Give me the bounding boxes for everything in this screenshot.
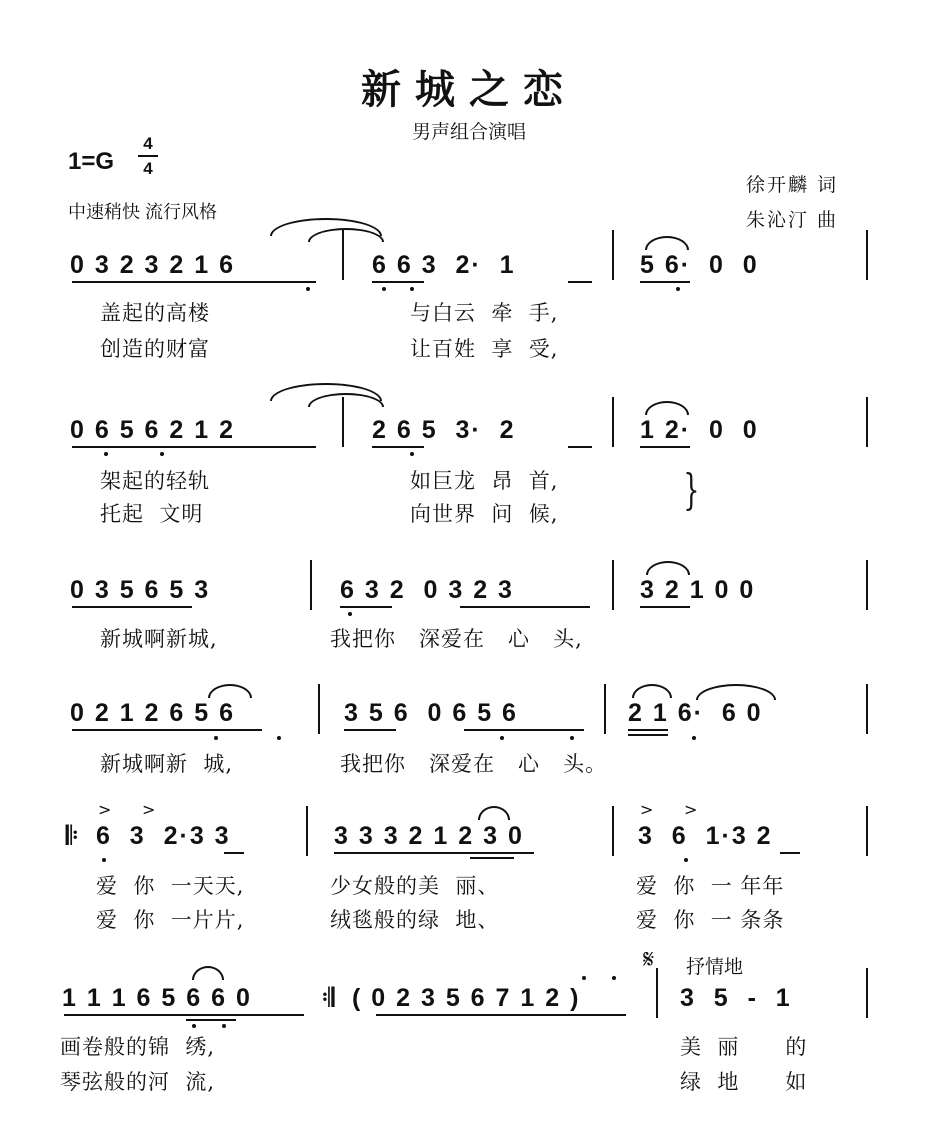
performer-subtitle: 男声组合演唱 <box>411 121 526 143</box>
system-6-lyric-1a: 画卷般的锦 绣, <box>60 1035 216 1059</box>
system-6-measure-1: 1 1 1 6 5 6 6 0 <box>62 984 252 1012</box>
system-2-measure-1: 0 6 5 6 2 1 2 <box>70 416 236 444</box>
system-3-measure-2: 6 3 2 0 3 2 3 <box>340 576 514 604</box>
system-5-lyric-2a: 爱 你 一片片, <box>96 908 245 932</box>
system-5-measure-2: 3 3 3 2 1 2 3 0 <box>334 822 524 850</box>
time-signature <box>138 134 158 178</box>
system-4-measure-3: 2 1 6· 6 0 <box>628 699 763 727</box>
system-5-lyric-2b: 绒毯般的绿 地、 <box>330 908 500 932</box>
system-4-lyric-a: 新城啊新 城, <box>100 752 234 776</box>
system-5-measure-1: 6 3 2·3 3 <box>96 822 231 850</box>
system-6-measure-2: ( 0 2 3 5 6 7 1 2 ) <box>352 984 581 1012</box>
system-2-lyric-2a: 托起 文明 <box>100 502 204 526</box>
system-1-lyric-2a: 创造的财富 <box>100 337 210 361</box>
system-1-lyric-1a: 盖起的高楼 <box>100 301 210 325</box>
lyricist-credit: 徐开麟 词 <box>746 174 839 196</box>
system-5-lyric-2c: 爱 你 一 条条 <box>636 908 785 932</box>
system-3-lyric-a: 新城啊新城, <box>100 627 218 651</box>
lyric-brace: } <box>683 465 700 514</box>
system-5-measure-3: 3 6 1·3 2 <box>638 822 773 850</box>
system-6-measure-3: 3 5 - 1 <box>680 984 792 1012</box>
system-1-measure-2: 6 6 3 2· 1 <box>372 251 516 279</box>
repeat-end: 𝄇 <box>322 984 337 1012</box>
expression-mark: 抒情地 <box>686 957 744 978</box>
system-4-lyric-b: 我把你 深爱在 心 头。 <box>340 752 608 776</box>
segno-icon: 𝄋 <box>643 945 655 975</box>
repeat-start: 𝄆 <box>66 822 81 850</box>
song-title: 新城之恋 <box>361 66 577 113</box>
system-5-lyric-1c: 爱 你 一 年年 <box>636 874 785 898</box>
system-6-lyric-2a: 琴弦般的河 流, <box>60 1070 216 1094</box>
system-2-measure-3: 1 2· 0 0 <box>640 416 759 444</box>
key-signature: 1=G <box>68 148 115 175</box>
system-3-lyric-b: 我把你 深爱在 心 头, <box>330 627 583 651</box>
system-5-lyric-1a: 爱 你 一天天, <box>96 874 245 898</box>
tempo-marking: 中速稍快 流行风格 <box>68 202 218 222</box>
system-5-lyric-1b: 少女般的美 丽、 <box>330 874 500 898</box>
time-signature-top: 4 <box>143 134 153 153</box>
time-signature-bottom: 4 <box>143 159 153 178</box>
system-2-measure-2: 2 6 5 3· 2 <box>372 416 516 444</box>
system-1-lyric-2b: 让百姓 享 受, <box>410 337 559 361</box>
system-6-lyric-2b: 绿 地 如 <box>680 1070 808 1094</box>
system-1-measure-3: 5 6· 0 0 <box>640 251 759 279</box>
system-1-lyric-1b: 与白云 牵 手, <box>410 301 559 325</box>
system-6-lyric-1b: 美 丽 的 <box>680 1035 808 1059</box>
system-2-lyric-1a: 架起的轻轨 <box>100 469 210 493</box>
system-4-measure-1: 0 2 1 2 6 5 6 <box>70 699 236 727</box>
system-4-measure-2: 3 5 6 0 6 5 6 <box>344 699 518 727</box>
system-1-measure-1: 0 3 2 3 2 1 6 <box>70 251 236 279</box>
system-2-lyric-2b: 向世界 问 候, <box>410 502 559 526</box>
composer-credit: 朱沁汀 曲 <box>746 209 839 231</box>
system-2-lyric-1b: 如巨龙 昂 首, <box>410 469 559 493</box>
system-3-measure-3: 3 2 1 0 0 <box>640 576 756 604</box>
system-3-measure-1: 0 3 5 6 5 3 <box>70 576 211 604</box>
